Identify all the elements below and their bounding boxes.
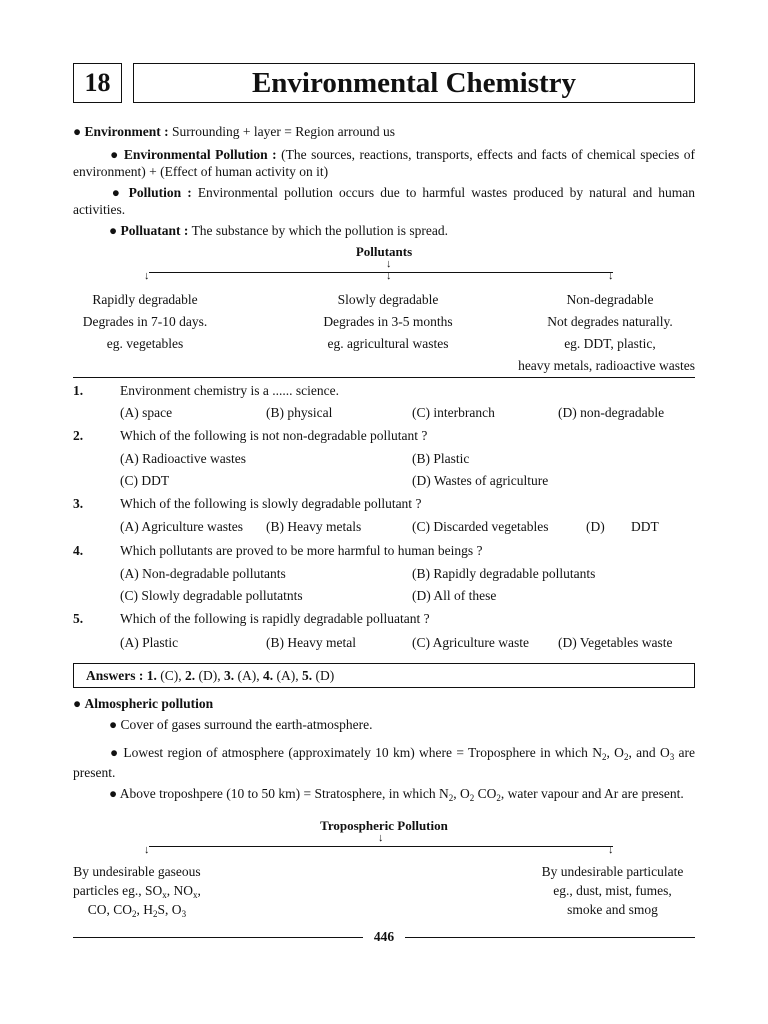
question-number: 4. xyxy=(73,543,84,558)
point-text-end: are present. xyxy=(73,745,696,780)
down-arrow-icon: ↓ xyxy=(608,844,614,856)
branch-line: Rapidly degradable xyxy=(92,292,198,307)
option-c: (C) Slowly degradable pollutatnts xyxy=(120,588,303,603)
branch-rapidly-degradable xyxy=(60,289,230,355)
pollution-definition: ● Pollution : Environmental pollution occurs due to harmful wastes produced by natural and human activities. xyxy=(73,185,696,217)
answer-number: 4. xyxy=(263,667,274,683)
answer-number: 3. xyxy=(224,667,235,683)
question-text: Which pollutants are proved to be more harmful to human beings ? xyxy=(120,543,483,558)
answer-value: (C), xyxy=(160,667,182,683)
answer-value: (D), xyxy=(198,667,221,683)
chapter-title-box xyxy=(133,63,695,103)
branch-slowly-degradable xyxy=(300,289,476,355)
point-text-end: , water vapour and Ar are present. xyxy=(500,786,684,801)
section-divider xyxy=(73,377,695,378)
branch-non-degradable xyxy=(500,289,720,377)
pollution-label: Pollution : xyxy=(128,185,192,200)
down-arrow-icon: ↓ xyxy=(144,270,150,282)
down-arrow-icon: ↓ xyxy=(386,258,392,270)
answers-box xyxy=(73,663,695,688)
pollutant-label: Polluatant : xyxy=(120,223,189,238)
environment-text: Surrounding + layer = Region arround us xyxy=(172,124,395,139)
point-text: Above troposhpere (10 to 50 km) = Stratosphere, in which N xyxy=(119,786,449,801)
atmosphere-point-3: ● Above troposhpere (10 to 50 km) = Stratosphere, in which $N_2$, $O_2$ $CO_2$, water vapour and Ar are present. xyxy=(109,786,684,803)
option-b: (B) Rapidly degradable pollutants xyxy=(412,566,596,581)
question-text: Which of the following is slowly degradable pollutant ? xyxy=(120,496,422,511)
question-number: 5. xyxy=(73,611,84,626)
environmental-pollution-definition: ● Environmental Pollution : (The sources, reactions, transports, effects and facts of chemical species of environment) + (Effect of human activity on it) xyxy=(73,147,695,179)
branch-line: Slowly degradable xyxy=(337,292,439,307)
branch-gaseous xyxy=(73,862,201,919)
option-d: (D) Wastes of agriculture xyxy=(412,473,549,488)
branch-line: CO, $CO_2$, $H_2S$, $O_3$ xyxy=(87,902,187,919)
branch-line: Non-degradable xyxy=(566,292,654,307)
env-pollution-text: (The sources, reactions, transports, effects and facts of chemical species of environment) + (Effect of human activity on it) xyxy=(73,147,695,179)
option-a: (A) Radioactive wastes xyxy=(120,451,246,466)
down-arrow-icon: ↓ xyxy=(386,270,392,282)
option-c: (C) interbranch xyxy=(412,405,495,420)
option-d-text: DDT xyxy=(631,519,659,534)
environment-label: Environment : xyxy=(84,124,169,139)
env-pollution-label: Environmental Pollution : xyxy=(123,147,277,162)
branch-line: eg. vegetables xyxy=(106,336,184,351)
answer-value: (A), xyxy=(237,667,260,683)
atmosphere-point-2: ● Lowest region of atmosphere (approximately 10 km) where = Troposphere in which $N_2$, $O_2$, and $O_3$ are present. xyxy=(73,745,696,780)
option-a: (A) Non-degradable pollutants xyxy=(120,566,286,581)
answer-number: 5. xyxy=(302,667,313,683)
pollutants-tree-title: Pollutants xyxy=(355,244,413,259)
option-d: (D) All of these xyxy=(412,588,497,603)
answer-number: 1. xyxy=(146,667,157,683)
footer-line-left xyxy=(73,937,363,938)
option-a: (A) Plastic xyxy=(120,635,179,650)
branch-line: eg. agricultural wastes xyxy=(327,336,449,351)
question-text: Environment chemistry is a ...... science. xyxy=(120,383,339,398)
branch-line: particles eg., $SO_x$, $NO_x$, xyxy=(73,883,201,900)
atmosphere-point-1: ● Cover of gases surround the earth-atmosphere. xyxy=(109,717,373,732)
tree-horizontal-line xyxy=(149,846,613,847)
option-d: (D) non-degradable xyxy=(558,405,665,420)
option-c: (C) DDT xyxy=(120,473,170,488)
branch-line: eg., dust, mist, fumes, xyxy=(553,883,672,898)
pollution-text: Environmental pollution occurs due to harmful wastes produced by natural and human activities. xyxy=(73,185,696,217)
branch-line: Degrades in 7-10 days. xyxy=(82,314,208,329)
option-b: (B) Heavy metal xyxy=(266,635,356,650)
branch-line: By undesirable gaseous xyxy=(73,864,201,879)
environment-definition: ● Environment : Surrounding + layer = Region arround us xyxy=(73,124,395,139)
option-b: (B) Plastic xyxy=(412,451,470,466)
question-number: 2. xyxy=(73,428,84,443)
question-number: 1. xyxy=(73,383,84,398)
option-a: (A) space xyxy=(120,405,173,420)
down-arrow-icon: ↓ xyxy=(144,844,150,856)
tree-horizontal-line xyxy=(149,272,613,273)
option-c: (C) Agriculture waste xyxy=(412,635,529,650)
chapter-title: Environmental Chemistry xyxy=(251,66,577,99)
branch-line: Not degrades naturally. xyxy=(547,314,673,329)
heading-text: Almospheric pollution xyxy=(84,696,214,711)
branch-particulate xyxy=(520,862,705,919)
branch-line: eg. DDT, plastic, xyxy=(564,336,656,351)
option-b: (B) Heavy metals xyxy=(266,519,362,534)
point-text-o: O xyxy=(659,745,670,760)
point-text: Cover of gases surround the earth-atmosphere. xyxy=(120,717,373,732)
page-number: 446 xyxy=(373,929,395,944)
pollutant-text: The substance by which the pollution is spread. xyxy=(191,223,449,238)
branch-line: By undesirable particulate xyxy=(541,864,684,879)
branch-line: smoke and smog xyxy=(567,902,658,917)
answer-value: (A), xyxy=(276,667,299,683)
option-b: (B) physical xyxy=(266,405,333,420)
question-text: Which of the following is not non-degradable pollutant ? xyxy=(120,428,428,443)
question-number: 3. xyxy=(73,496,84,511)
answers-label: Answers : xyxy=(86,667,144,683)
option-d: (D) xyxy=(586,519,605,534)
point-text: Lowest region of atmosphere (approximately 10 km) where = Troposphere in which N xyxy=(123,745,602,760)
pollutant-definition: ● Polluatant : The substance by which the pollution is spread. xyxy=(109,223,449,238)
down-arrow-icon: ↓ xyxy=(608,270,614,282)
down-arrow-icon: ↓ xyxy=(378,832,384,844)
option-d: (D) Vegetables waste xyxy=(558,635,673,650)
question-text: Which of the following is rapidly degradable polluatant ? xyxy=(120,611,430,626)
chapter-number: 18 xyxy=(84,68,111,97)
tropo-tree-title: Tropospheric Pollution xyxy=(320,818,448,833)
atmospheric-pollution-heading: ● Almospheric pollution xyxy=(73,696,214,711)
chapter-number-box xyxy=(73,63,122,103)
answer-value: (D) xyxy=(315,667,335,683)
footer-line-right xyxy=(405,937,695,938)
option-a: (A) Agriculture wastes xyxy=(120,519,243,534)
branch-line: Degrades in 3-5 months xyxy=(323,314,453,329)
branch-line: heavy metals, radioactive wastes xyxy=(518,358,695,373)
option-c: (C) Discarded vegetables xyxy=(412,519,549,534)
answer-number: 2. xyxy=(185,667,196,683)
